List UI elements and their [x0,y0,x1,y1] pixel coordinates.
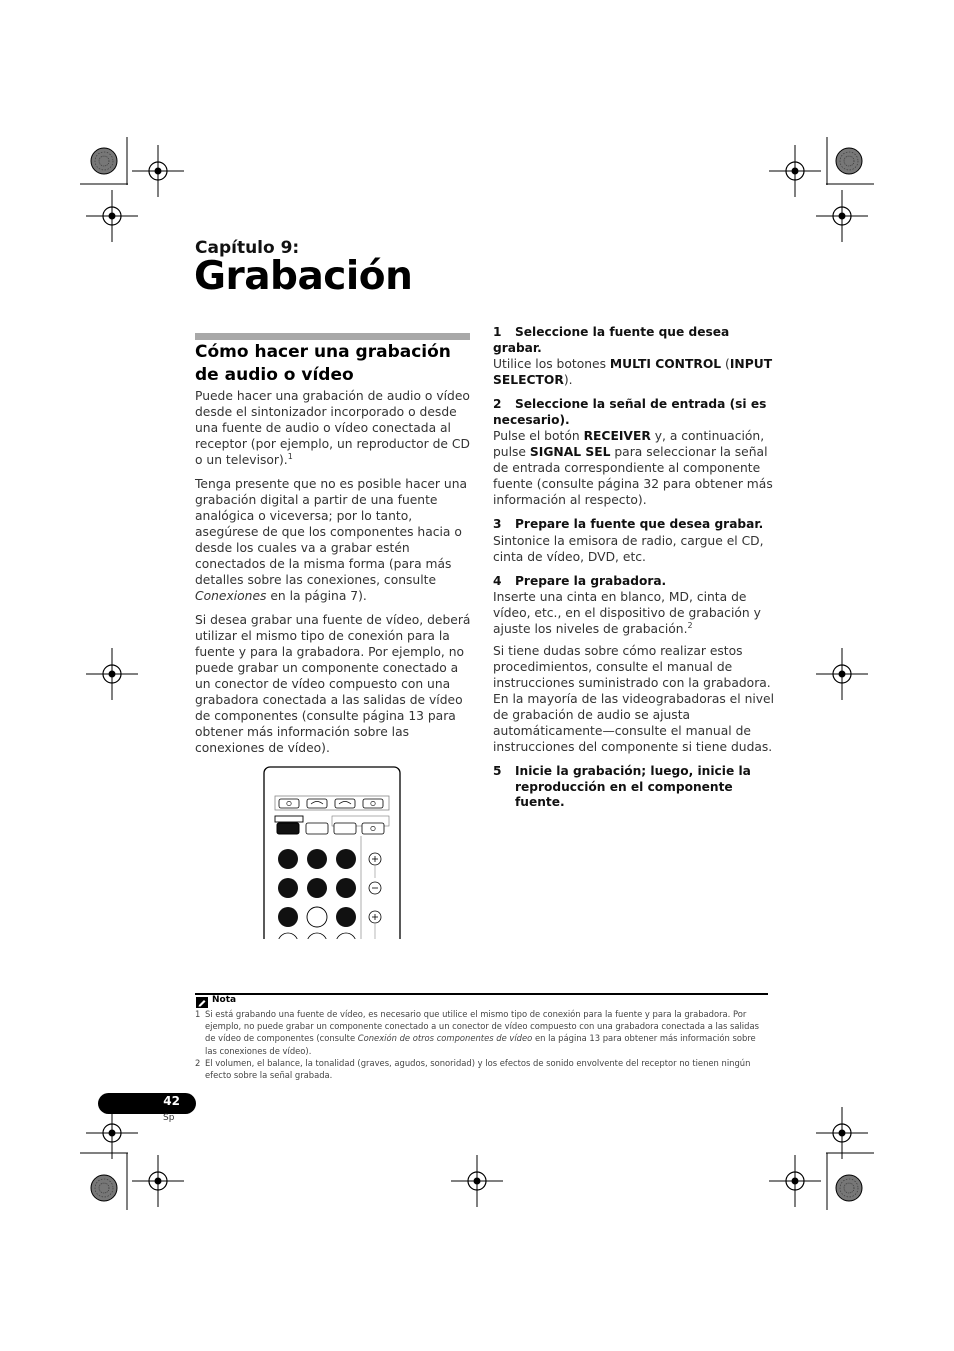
registration-target [86,1107,138,1159]
footnote [195,1008,770,1057]
right-column [493,325,775,820]
step-body [493,428,775,508]
step-body [493,356,775,388]
multi-control-button [278,849,298,869]
step-1 [493,325,775,388]
chapter-title: Grabación [194,254,413,299]
input-selector-button [277,823,299,834]
registration-target [769,1155,821,1207]
footnote-number: 2 [195,1057,201,1068]
button-name: INPUT SELECTOR [493,357,773,387]
registration-target [132,1155,184,1207]
button-name: MULTI CONTROL [609,357,722,371]
cross-reference: Conexiones [195,589,267,603]
notes-label: Nota [212,995,237,1005]
page-number: 42 [163,1094,180,1108]
step-title: Seleccione la fuente que desea grabar. [493,325,730,355]
step-heading [493,397,775,428]
footnote-ref: 2 [687,621,693,630]
step-text: y, a continuación, pulse [493,429,765,459]
paragraph [195,476,477,604]
registration-target [86,190,138,242]
step-title: Prepare la fuente que desea grabar. [515,517,764,531]
step-text: Pulse el botón [493,429,584,443]
multi-control-button [307,907,327,927]
step-text: para seleccionar la señal de entrada correspondiente al componente fuente (consulte página 32 para obtener más información al respecto). [493,445,773,507]
chapter-label: Capítulo 9: [195,238,300,258]
step-number: 1 [493,325,502,339]
step-text: ( [721,357,730,371]
footnote-body: Si está grabando una fuente de vídeo, es necesario que utilice el mismo tipo de conexión para la fuente y para la grabadora. Por ejemplo, no puede grabar un componente conectado a un conector de vídeo compuesto con una grabadora conectada a las salidas de vídeo de componentes (consulte [205,1009,759,1044]
step-text: Inserte una cinta en blanco, MD, cinta de vídeo, etc., en el dispositivo de grabación y ajuste los niveles de grabación. [493,590,761,636]
cross-reference: Conexión de otros componentes de vídeo [357,1033,533,1044]
starburst-mark [836,1175,862,1201]
multi-control-button [336,849,356,869]
registration-target [86,648,138,700]
multi-control-button [278,878,298,898]
footnote-text: El volumen, el balance, la tonalidad (graves, agudos, sonoridad) y los efectos de sonido envolvente del receptor no tienen ningún efecto sobre la señal grabada. [205,1057,751,1081]
left-column [195,388,477,764]
registration-target [816,1107,868,1159]
section-heading: Cómo hacer una grabación de audio o vídeo [195,342,451,385]
multi-control-button [336,907,356,927]
step-number: 5 [493,764,502,778]
step-body [493,589,775,755]
starburst-mark [91,1175,117,1201]
remote-control-illustration [262,766,402,939]
footnotes [195,1008,770,1081]
step-number: 4 [493,573,502,588]
footnote-text [205,1008,770,1057]
step-3 [493,517,775,565]
power-button [279,799,299,808]
button-name: RECEIVER [583,429,651,443]
step-number: 3 [493,517,502,531]
step-4 [493,574,775,756]
registration-target [769,145,821,197]
page-language: Sp [163,1113,175,1123]
paragraph-text: Si desea grabar una fuente de vídeo, deberá utilizar el mismo tipo de conexión para la fuente y para la grabadora. Por ejemplo, no puede grabar un componente conectado a un conector de vídeo compuesto con una grabadora conectada a las salidas de vídeo de componentes (consulte página 13 para obtener más información sobre las conexiones de vídeo). [195,613,471,755]
step-heading [493,574,775,590]
paragraph [195,612,477,756]
step-heading [493,517,775,533]
paragraph [195,388,477,468]
notes-divider [195,993,768,995]
starburst-mark [91,148,117,174]
section-rule [195,333,470,340]
multi-control-button [278,907,298,927]
step-2 [493,397,775,508]
multi-control-button [307,849,327,869]
registration-target [816,648,868,700]
button-name: SIGNAL SEL [529,445,611,459]
footnote-ref: 1 [287,452,293,461]
multi-control-button [307,878,327,898]
paragraph-text: Puede hacer una grabación de audio o vídeo desde el sintonizador incorporado o desde una fuente de audio o vídeo conectada al receptor (por ejemplo, un reproductor de CD o un televisor). [195,389,470,467]
footnote [195,1057,770,1081]
step-number: 2 [493,397,502,411]
step-title: Seleccione la señal de entrada (si es necesario). [493,397,767,427]
step-paragraph [493,589,775,637]
page-number-badge [98,1093,196,1114]
step-paragraph: Si tiene dudas sobre cómo realizar estos procedimientos, consulte el manual de instrucciones suministrado con la grabadora. En la mayoría de las videograbadoras el nivel de grabación de audio se ajusta automáticamente—consulte el manual de instrucciones del componente si tiene dudas. [493,644,775,754]
step-body: Sintonice la emisora de radio, cargue el CD, cinta de vídeo, DVD, etc. [493,533,764,564]
step-text: Utilice los botones [493,357,610,371]
starburst-mark [836,148,862,174]
paragraph-text: en la página 7). [266,589,367,603]
footnote-number: 1 [195,1009,201,1019]
pencil-note-icon [196,997,208,1008]
registration-target [451,1155,503,1207]
step-heading [493,764,775,811]
footnote-body: en la página 13 para obtener más información sobre las conexiones de vídeo). [205,1033,756,1056]
registration-target [132,145,184,197]
step-text: ). [563,373,573,387]
paragraph-text: Tenga presente que no es posible hacer una grabación digital a partir de una fuente analógica o viceversa; por lo tanto, asegúrese de que los componentes hacia o desde los cuales va a grabar estén conectados de la misma forma (para más detalles sobre las conexiones, consulte [195,477,468,587]
registration-target [816,190,868,242]
step-5 [493,764,775,811]
multi-control-button [336,878,356,898]
step-title: Prepare la grabadora. [515,573,667,588]
step-title: Inicie la grabación; luego, inicie la reproducción en el componente fuente. [515,764,751,809]
step-heading [493,325,775,356]
